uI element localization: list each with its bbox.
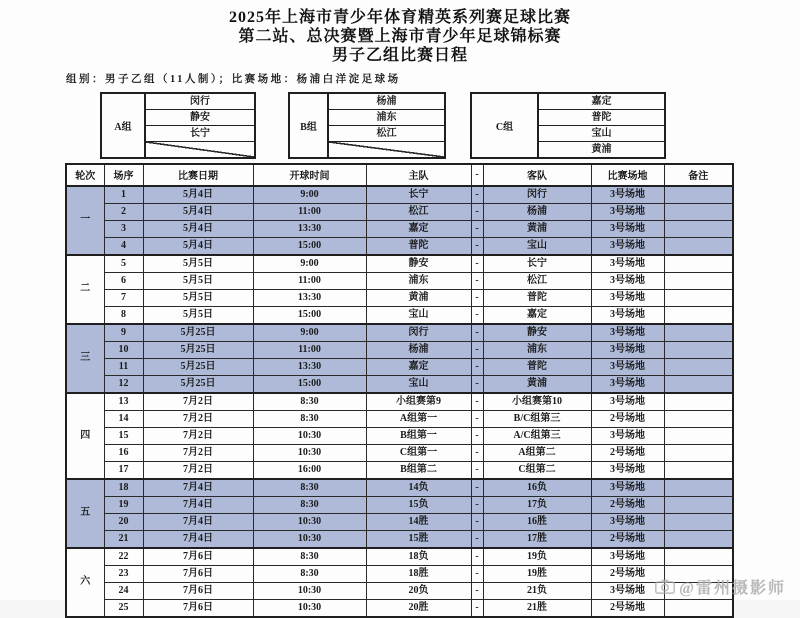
- venue: 3号场地: [591, 479, 664, 497]
- match-date: 7月4日: [143, 530, 253, 548]
- note: [664, 479, 733, 497]
- match-number: 12: [104, 375, 143, 393]
- match-row: [66, 427, 733, 444]
- vs-dash: -: [471, 375, 483, 393]
- note: [664, 375, 733, 393]
- kickoff-time: 8:30: [253, 393, 366, 411]
- match-date: 7月2日: [143, 393, 253, 411]
- note: [664, 237, 733, 255]
- match-row: [66, 341, 733, 358]
- match-date: 5月5日: [143, 289, 253, 306]
- group-team: 静安: [146, 110, 254, 126]
- away-team: 普陀: [483, 358, 591, 375]
- group-label: C组: [472, 94, 539, 157]
- home-team: 宝山: [366, 306, 471, 324]
- venue: 3号场地: [591, 461, 664, 479]
- match-number: 16: [104, 444, 143, 461]
- home-team: 14胜: [366, 513, 471, 530]
- venue: 3号场地: [591, 358, 664, 375]
- home-team: B组第一: [366, 427, 471, 444]
- group-label: A组: [102, 94, 146, 157]
- match-row: [66, 289, 733, 306]
- note: [664, 513, 733, 530]
- home-team: 闵行: [366, 324, 471, 342]
- match-date: 7月6日: [143, 548, 253, 566]
- kickoff-time: 15:00: [253, 375, 366, 393]
- match-schedule-table: [65, 163, 734, 618]
- note: [664, 306, 733, 324]
- match-number: 4: [104, 237, 143, 255]
- away-team: 17胜: [483, 530, 591, 548]
- match-number: 11: [104, 358, 143, 375]
- kickoff-time: 10:30: [253, 599, 366, 617]
- kickoff-time: 9:00: [253, 324, 366, 342]
- kickoff-time: 15:00: [253, 306, 366, 324]
- kickoff-time: 8:30: [253, 565, 366, 582]
- group-box-a: [100, 92, 256, 159]
- vs-dash: -: [471, 582, 483, 599]
- match-date: 5月25日: [143, 358, 253, 375]
- vs-dash: -: [471, 237, 483, 255]
- round-label: 四: [66, 393, 104, 479]
- note: [664, 427, 733, 444]
- match-date: 5月5日: [143, 255, 253, 273]
- group-team-list: [539, 94, 664, 157]
- round-label: 六: [66, 548, 104, 617]
- home-team: 普陀: [366, 237, 471, 255]
- group-box-b: [288, 92, 446, 159]
- group-team: 长宁: [146, 126, 254, 142]
- match-date: 5月5日: [143, 272, 253, 289]
- match-row: [66, 375, 733, 393]
- vs-dash: -: [471, 513, 483, 530]
- venue: 3号场地: [591, 513, 664, 530]
- match-number: 9: [104, 324, 143, 342]
- match-number: 3: [104, 220, 143, 237]
- vs-dash: -: [471, 306, 483, 324]
- vs-dash: -: [471, 272, 483, 289]
- match-date: 5月25日: [143, 324, 253, 342]
- vs-dash: -: [471, 341, 483, 358]
- kickoff-time: 9:00: [253, 255, 366, 273]
- category-venue-line: 组别：男子乙组（11人制）；比赛场地：杨浦白洋淀足球场: [66, 73, 401, 85]
- kickoff-time: 10:30: [253, 530, 366, 548]
- col-header-round: 轮次: [66, 164, 104, 186]
- venue: 3号场地: [591, 427, 664, 444]
- venue: 3号场地: [591, 289, 664, 306]
- venue: 3号场地: [591, 393, 664, 411]
- col-header-date: 比赛日期: [143, 164, 253, 186]
- match-date: 5月25日: [143, 375, 253, 393]
- match-number: 19: [104, 496, 143, 513]
- round-label: 五: [66, 479, 104, 548]
- match-number: 5: [104, 255, 143, 273]
- home-team: 20胜: [366, 599, 471, 617]
- away-team: 松江: [483, 272, 591, 289]
- away-team: 19胜: [483, 565, 591, 582]
- venue: 3号场地: [591, 582, 664, 599]
- away-team: 21负: [483, 582, 591, 599]
- match-row: [66, 410, 733, 427]
- match-number: 15: [104, 427, 143, 444]
- match-row: [66, 324, 733, 342]
- match-number: 23: [104, 565, 143, 582]
- home-team: 15胜: [366, 530, 471, 548]
- venue: 2号场地: [591, 530, 664, 548]
- away-team: 小组赛第10: [483, 393, 591, 411]
- home-team: 宝山: [366, 375, 471, 393]
- venue: 3号场地: [591, 255, 664, 273]
- home-team: 15负: [366, 496, 471, 513]
- group-team: 嘉定: [539, 94, 664, 110]
- group-label: B组: [290, 94, 329, 157]
- match-date: 7月6日: [143, 565, 253, 582]
- venue: 3号场地: [591, 324, 664, 342]
- vs-dash: -: [471, 444, 483, 461]
- vs-dash: -: [471, 548, 483, 566]
- title-line-3: 男子乙组比赛日程: [331, 47, 468, 65]
- away-team: 闵行: [483, 186, 591, 204]
- note: [664, 496, 733, 513]
- title-line-2: 第二站、总决赛暨上海市青少年足球锦标赛: [238, 28, 562, 46]
- vs-dash: -: [471, 496, 483, 513]
- kickoff-time: 8:30: [253, 479, 366, 497]
- round-label: 三: [66, 324, 104, 393]
- match-row: [66, 565, 733, 582]
- header-row: [66, 164, 733, 186]
- vs-dash: -: [471, 461, 483, 479]
- home-team: A组第一: [366, 410, 471, 427]
- away-team: 杨浦: [483, 203, 591, 220]
- venue: 3号场地: [591, 237, 664, 255]
- match-row: [66, 582, 733, 599]
- kickoff-time: 9:00: [253, 186, 366, 204]
- match-row: [66, 306, 733, 324]
- away-team: 普陀: [483, 289, 591, 306]
- away-team: 静安: [483, 324, 591, 342]
- match-date: 7月6日: [143, 582, 253, 599]
- match-number: 25: [104, 599, 143, 617]
- venue: 3号场地: [591, 220, 664, 237]
- vs-dash: -: [471, 358, 483, 375]
- vs-dash: -: [471, 599, 483, 617]
- group-team: 闵行: [146, 94, 254, 110]
- group-team: 浦东: [329, 110, 444, 126]
- home-team: 14负: [366, 479, 471, 497]
- home-team: 18负: [366, 548, 471, 566]
- home-team: 杨浦: [366, 341, 471, 358]
- kickoff-time: 10:30: [253, 444, 366, 461]
- match-row: [66, 599, 733, 617]
- group-team: 普陀: [539, 110, 664, 126]
- away-team: 浦东: [483, 341, 591, 358]
- match-date: 7月2日: [143, 461, 253, 479]
- note: [664, 272, 733, 289]
- title-line-1: 2025年上海市青少年体育精英系列赛足球比赛: [228, 9, 571, 26]
- match-date: 5月4日: [143, 237, 253, 255]
- kickoff-time: 10:30: [253, 513, 366, 530]
- vs-dash: -: [471, 410, 483, 427]
- away-team: 19负: [483, 548, 591, 566]
- vs-dash: -: [471, 220, 483, 237]
- match-number: 17: [104, 461, 143, 479]
- schedule-table-holder: [0, 163, 800, 618]
- match-row: [66, 513, 733, 530]
- match-date: 5月4日: [143, 186, 253, 204]
- match-number: 24: [104, 582, 143, 599]
- match-row: [66, 186, 733, 204]
- match-date: 7月4日: [143, 479, 253, 497]
- match-row: [66, 548, 733, 566]
- home-team: 18胜: [366, 565, 471, 582]
- match-row: [66, 358, 733, 375]
- group-empty-slot: [329, 142, 444, 157]
- venue: 2号场地: [591, 410, 664, 427]
- match-date: 7月2日: [143, 427, 253, 444]
- venue: 2号场地: [591, 444, 664, 461]
- vs-dash: -: [471, 479, 483, 497]
- group-team: 松江: [329, 126, 444, 142]
- group-team-list: [146, 94, 254, 157]
- match-date: 5月4日: [143, 203, 253, 220]
- kickoff-time: 13:30: [253, 289, 366, 306]
- note: [664, 186, 733, 204]
- match-number: 6: [104, 272, 143, 289]
- venue: 2号场地: [591, 565, 664, 582]
- match-row: [66, 393, 733, 411]
- kickoff-time: 10:30: [253, 427, 366, 444]
- away-team: 长宁: [483, 255, 591, 273]
- note: [664, 289, 733, 306]
- vs-dash: -: [471, 324, 483, 342]
- match-number: 14: [104, 410, 143, 427]
- watermark-text: @雷州摄影师: [679, 580, 786, 597]
- note: [664, 341, 733, 358]
- match-row: [66, 479, 733, 497]
- note: [664, 393, 733, 411]
- group-team: 杨浦: [329, 94, 444, 110]
- match-number: 22: [104, 548, 143, 566]
- away-team: 黄浦: [483, 220, 591, 237]
- kickoff-time: 16:00: [253, 461, 366, 479]
- match-number: 18: [104, 479, 143, 497]
- home-team: B组第二: [366, 461, 471, 479]
- venue: 3号场地: [591, 272, 664, 289]
- away-team: 宝山: [483, 237, 591, 255]
- away-team: 16负: [483, 479, 591, 497]
- vs-dash: -: [471, 186, 483, 204]
- round-label: 一: [66, 186, 104, 255]
- match-date: 7月2日: [143, 444, 253, 461]
- venue: 3号场地: [591, 375, 664, 393]
- vs-dash: -: [471, 289, 483, 306]
- match-row: [66, 237, 733, 255]
- match-number: 7: [104, 289, 143, 306]
- kickoff-time: 13:30: [253, 220, 366, 237]
- note: [664, 461, 733, 479]
- away-team: 嘉定: [483, 306, 591, 324]
- match-row: [66, 496, 733, 513]
- group-team: 宝山: [539, 126, 664, 142]
- vs-dash: -: [471, 427, 483, 444]
- group-team-list: [329, 94, 444, 157]
- kickoff-time: 11:00: [253, 272, 366, 289]
- away-team: B/C组第三: [483, 410, 591, 427]
- col-header-venue: 比赛场地: [591, 164, 664, 186]
- home-team: 松江: [366, 203, 471, 220]
- group-box-c: [470, 92, 666, 159]
- vs-dash: -: [471, 565, 483, 582]
- kickoff-time: 8:30: [253, 496, 366, 513]
- home-team: 黄浦: [366, 289, 471, 306]
- venue: 3号场地: [591, 186, 664, 204]
- note: [664, 444, 733, 461]
- away-team: 16胜: [483, 513, 591, 530]
- home-team: 小组赛第9: [366, 393, 471, 411]
- away-team: A组第二: [483, 444, 591, 461]
- note: [664, 548, 733, 566]
- match-number: 13: [104, 393, 143, 411]
- venue: 2号场地: [591, 599, 664, 617]
- note: [664, 582, 733, 599]
- kickoff-time: 8:30: [253, 548, 366, 566]
- col-header-home-team: 主队: [366, 164, 471, 186]
- venue: 3号场地: [591, 548, 664, 566]
- home-team: 浦东: [366, 272, 471, 289]
- home-team: 20负: [366, 582, 471, 599]
- note: [664, 324, 733, 342]
- group-team: 黄浦: [591, 143, 612, 155]
- group-boxes: [0, 92, 800, 158]
- kickoff-time: 8:30: [253, 410, 366, 427]
- vs-dash: -: [471, 393, 483, 411]
- match-date: 7月2日: [143, 410, 253, 427]
- kickoff-time: 11:00: [253, 203, 366, 220]
- match-row: [66, 220, 733, 237]
- match-number: 8: [104, 306, 143, 324]
- away-team: 21胜: [483, 599, 591, 617]
- venue: 2号场地: [591, 496, 664, 513]
- home-team: 嘉定: [366, 358, 471, 375]
- match-row: [66, 530, 733, 548]
- match-date: 5月25日: [143, 341, 253, 358]
- venue: 3号场地: [591, 306, 664, 324]
- away-team: 黄浦: [483, 375, 591, 393]
- match-date: 5月5日: [143, 306, 253, 324]
- match-row: [66, 255, 733, 273]
- match-number: 21: [104, 530, 143, 548]
- match-row: [66, 444, 733, 461]
- away-team: C组第二: [483, 461, 591, 479]
- kickoff-time: 15:00: [253, 237, 366, 255]
- col-header-note: 备注: [664, 164, 733, 186]
- match-number: 2: [104, 203, 143, 220]
- away-team: A/C组第三: [483, 427, 591, 444]
- note: [664, 203, 733, 220]
- kickoff-time: 10:30: [253, 582, 366, 599]
- note: [664, 410, 733, 427]
- group-empty-slot: [146, 142, 254, 157]
- col-header-time: 开球时间: [253, 164, 366, 186]
- match-number: 10: [104, 341, 143, 358]
- match-date: 5月4日: [143, 220, 253, 237]
- match-date: 7月6日: [143, 599, 253, 617]
- home-team: C组第一: [366, 444, 471, 461]
- round-label: 二: [66, 255, 104, 324]
- note: [664, 530, 733, 548]
- col-header-match-no: 场序: [104, 164, 143, 186]
- vs-dash: -: [471, 203, 483, 220]
- vs-dash: -: [471, 255, 483, 273]
- match-date: 7月4日: [143, 496, 253, 513]
- match-date: 7月4日: [143, 513, 253, 530]
- col-header-away-team: 客队: [483, 164, 591, 186]
- kickoff-time: 11:00: [253, 341, 366, 358]
- note: [664, 220, 733, 237]
- home-team: 长宁: [366, 186, 471, 204]
- note: [664, 358, 733, 375]
- venue: 3号场地: [591, 341, 664, 358]
- home-team: 嘉定: [366, 220, 471, 237]
- document-title: [0, 0, 800, 66]
- col-header-vs: -: [471, 164, 483, 186]
- venue: 3号场地: [591, 203, 664, 220]
- match-number: 1: [104, 186, 143, 204]
- match-row: [66, 203, 733, 220]
- match-number: 20: [104, 513, 143, 530]
- kickoff-time: 13:30: [253, 358, 366, 375]
- note: [664, 255, 733, 273]
- match-row: [66, 272, 733, 289]
- vs-dash: -: [471, 530, 483, 548]
- note: [664, 565, 733, 582]
- note: [664, 599, 733, 617]
- match-row: [66, 461, 733, 479]
- home-team: 静安: [366, 255, 471, 273]
- away-team: 17负: [483, 496, 591, 513]
